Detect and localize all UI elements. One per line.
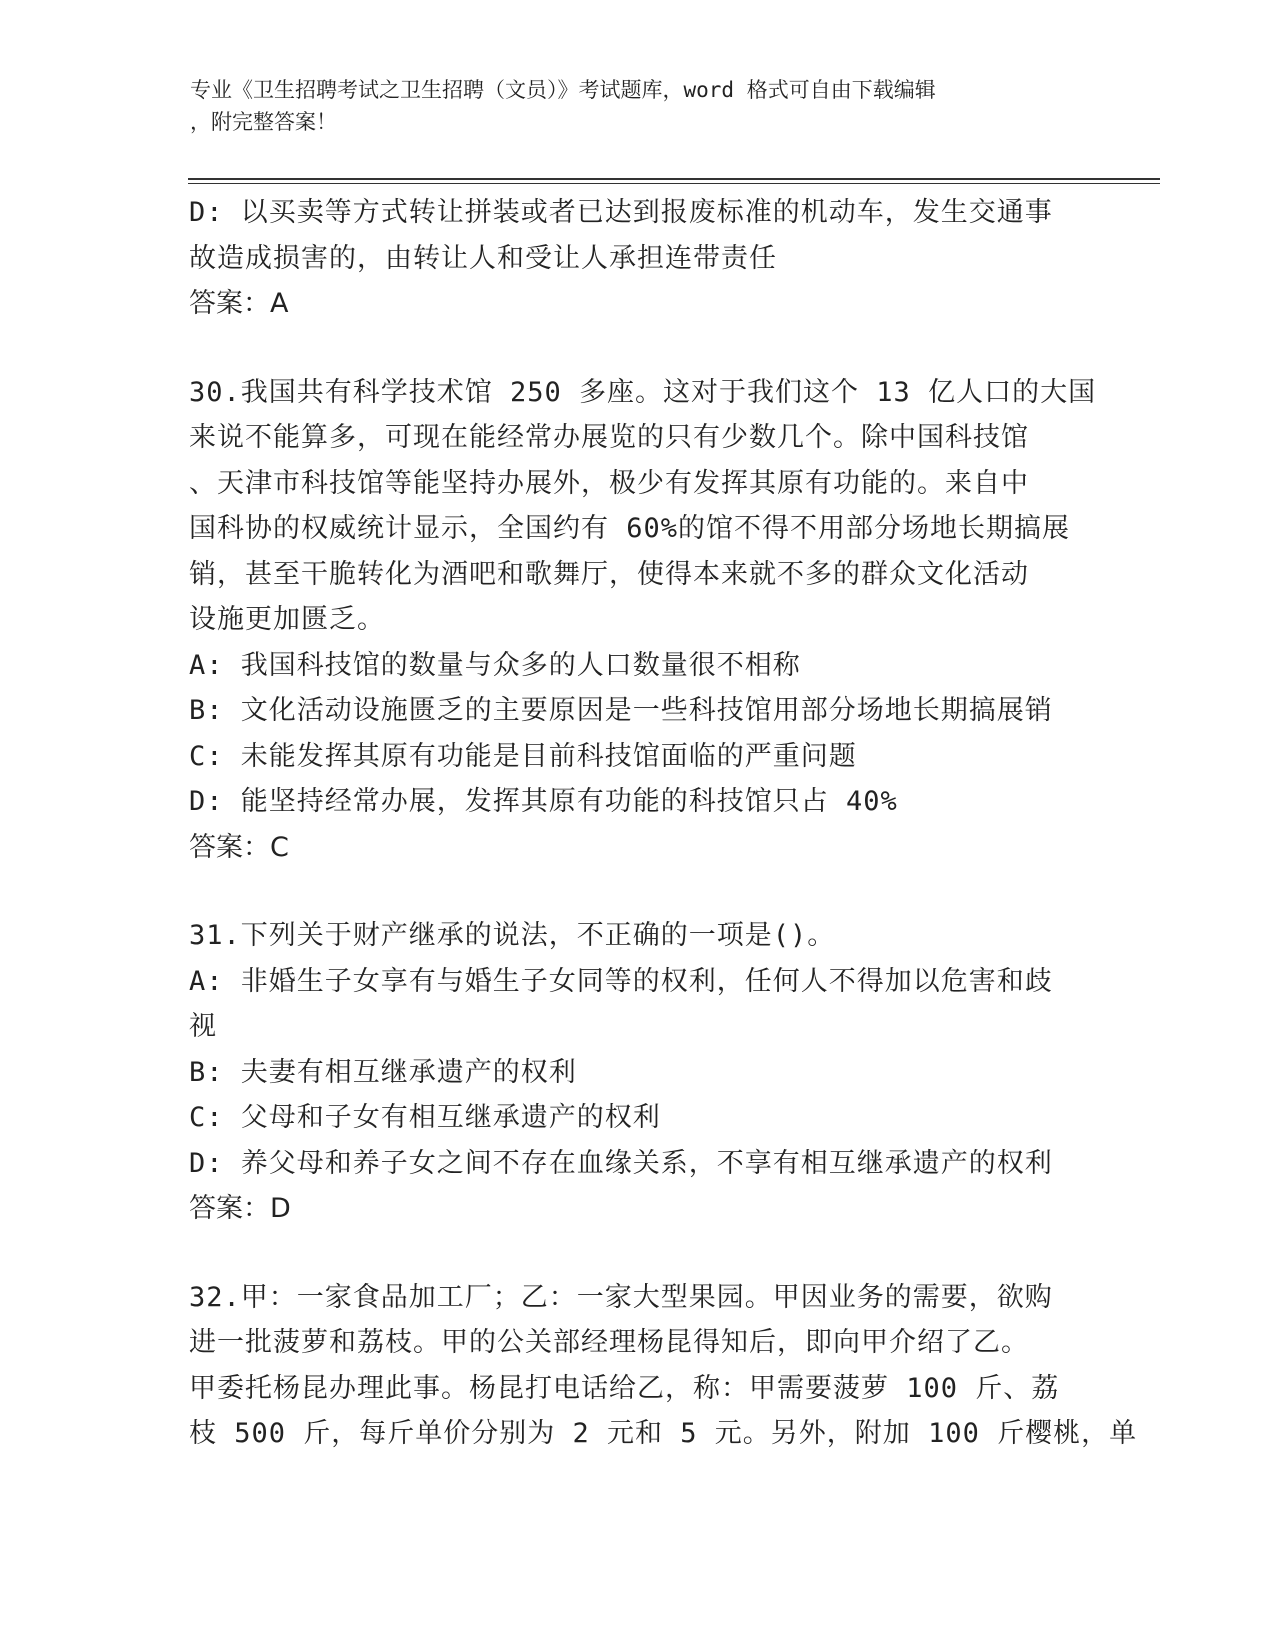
header-divider-thick [188, 178, 1160, 180]
q31-answer: 答案：D [189, 1193, 291, 1224]
q29-option-d-line-2: 故造成损害的，由转让人和受让人承担连带责任 [189, 242, 777, 274]
q30-stem-line-4: 国科协的权威统计显示，全国约有 60%的馆不得不用部分场地长期搞展 [189, 513, 1071, 544]
header-title-line-1: 专业《卫生招聘考试之卫生招聘（文员）》考试题库，word 格式可自由下载编辑 [190, 78, 936, 102]
spacer [189, 1232, 1089, 1275]
q31-option-c: C: 父母和子女有相互继承遗产的权利 [189, 1102, 661, 1133]
q31-option-a-line-1: A: 非婚生子女享有与婚生子女同等的权利，任何人不得加以危害和歧 [189, 965, 1053, 997]
q30-answer: 答案：C [189, 831, 289, 863]
header-title-line-2: ，附完整答案！ [190, 110, 337, 134]
spacer [189, 327, 1089, 370]
q31-option-d: D: 养父母和养子女之间不存在血缘关系，不享有相互继承遗产的权利 [189, 1147, 1053, 1179]
q31-option-b: B: 夫妻有相互继承遗产的权利 [189, 1056, 577, 1088]
q30-option-a: A: 我国科技馆的数量与众多的人口数量很不相称 [189, 649, 801, 681]
q31-option-a-line-2: 视 [189, 1011, 217, 1042]
q31-stem: 31.下列关于财产继承的说法，不正确的一项是()。 [189, 920, 836, 951]
q30-stem-line-2: 来说不能算多，可现在能经常办展览的只有少数几个。除中国科技馆 [189, 422, 1029, 453]
q30-option-d: D: 能坚持经常办展，发挥其原有功能的科技馆只占 40% [189, 786, 898, 817]
q30-stem-line-1: 30.我国共有科学技术馆 250 多座。这对于我们这个 13 亿人口的大国 [189, 376, 1097, 408]
q29-option-d-line-1: D: 以买卖等方式转让拼装或者已达到报废标准的机动车，发生交通事 [189, 197, 1053, 228]
page-header [190, 74, 1090, 138]
q30-stem-line-3: 、天津市科技馆等能坚持办展外，极少有发挥其原有功能的。来自中 [189, 467, 1029, 499]
q30-stem-line-5: 销，甚至干脆转化为酒吧和歌舞厅，使得本来就不多的群众文化活动 [189, 558, 1029, 590]
q32-stem-line-3: 甲委托杨昆办理此事。杨昆打电话给乙，称：甲需要菠萝 100 斤、荔 [189, 1372, 1060, 1404]
spacer [189, 870, 1089, 913]
q30-option-c: C: 未能发挥其原有功能是目前科技馆面临的严重问题 [189, 740, 857, 772]
header-divider-thin [188, 183, 1160, 184]
q32-stem-line-2: 进一批菠萝和荔枝。甲的公关部经理杨昆得知后，即向甲介绍了乙。 [189, 1327, 1029, 1358]
q32-stem-line-1: 32.甲：一家食品加工厂；乙：一家大型果园。甲因业务的需要，欲购 [189, 1281, 1053, 1313]
q32-stem-line-4: 枝 500 斤，每斤单价分别为 2 元和 5 元。另外，附加 100 斤樱桃，单 [189, 1418, 1138, 1449]
q30-stem-line-6: 设施更加匮乏。 [189, 604, 385, 635]
q30-option-b: B: 文化活动设施匮乏的主要原因是一些科技馆用部分场地长期搞展销 [189, 695, 1053, 726]
question-content [189, 190, 1138, 1457]
q29-answer: 答案：A [189, 288, 289, 319]
